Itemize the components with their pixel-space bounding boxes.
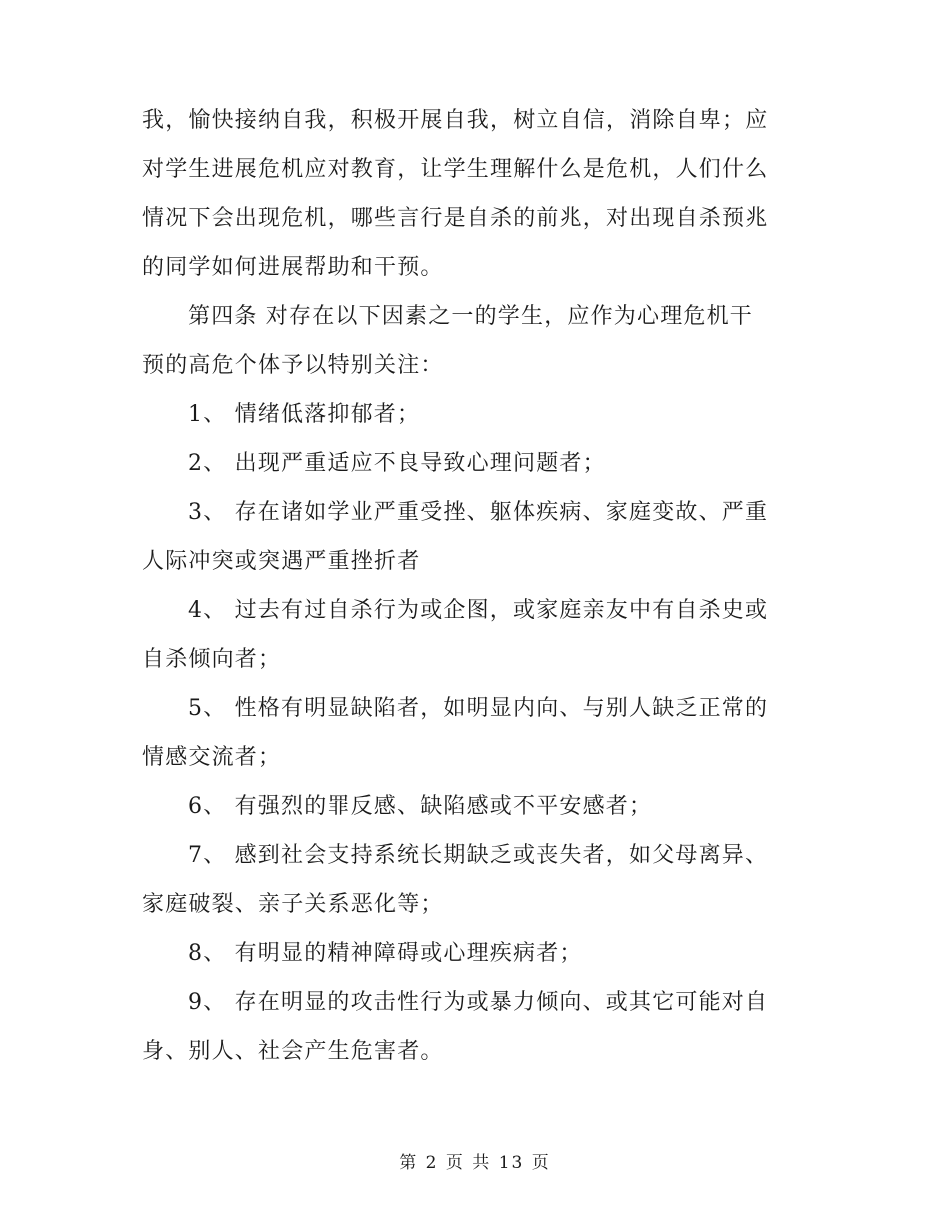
text-line: 第四条 对存在以下因素之一的学生，应作为心理危机干 (188, 304, 753, 329)
text-line: 8、 有明显的精神障碍或心理疾病者； (188, 941, 583, 966)
text-line: 的同学如何进展帮助和干预。 (142, 255, 444, 280)
document-body (142, 96, 810, 1076)
text-line: 自杀倾向者； (142, 647, 282, 672)
text-line: 情感交流者； (142, 745, 282, 770)
paragraph-article-4 (142, 292, 810, 390)
list-item (142, 929, 810, 978)
text-line: 6、 有强烈的罪反感、缺陷感或不平安感者； (188, 794, 653, 819)
list-item (142, 390, 810, 439)
text-line: 人际冲突或突遇严重挫折者 (142, 549, 421, 574)
list-item (142, 586, 810, 684)
list-item (142, 831, 810, 929)
text-line: 对学生进展危机应对教育，让学生理解什么是危机，人们什么 (142, 157, 769, 182)
list-item (142, 782, 810, 831)
text-line: 2、 出现严重适应不良导致心理问题者； (188, 451, 606, 476)
page-footer: 第 2 页 共 13 页 (399, 1153, 551, 1173)
text-line: 家庭破裂、亲子关系恶化等； (142, 892, 444, 917)
text-line: 情况下会出现危机，哪些言行是自杀的前兆，对出现自杀预兆 (142, 206, 769, 231)
text-line: 我，愉快接纳自我，积极开展自我，树立自信，消除自卑；应 (142, 108, 769, 133)
list-item (142, 684, 810, 782)
text-line: 预的高危个体予以特别关注： (142, 353, 444, 378)
text-line: 1、 情绪低落抑郁者； (188, 402, 421, 427)
paragraph-continuation (142, 96, 810, 292)
list-item (142, 439, 810, 488)
text-line: 7、 感到社会支持系统长期缺乏或丧失者，如父母离异、 (188, 843, 769, 868)
text-line: 9、 存在明显的攻击性行为或暴力倾向、或其它可能对自 (188, 990, 769, 1015)
text-line: 3、 存在诸如学业严重受挫、躯体疾病、家庭变故、严重 (188, 500, 769, 525)
text-line: 身、别人、社会产生危害者。 (142, 1039, 444, 1064)
text-line: 5、 性格有明显缺陷者，如明显内向、与别人缺乏正常的 (188, 696, 769, 721)
list-item (142, 488, 810, 586)
list-item (142, 978, 810, 1076)
text-line: 4、 过去有过自杀行为或企图，或家庭亲友中有自杀史或 (188, 598, 769, 623)
